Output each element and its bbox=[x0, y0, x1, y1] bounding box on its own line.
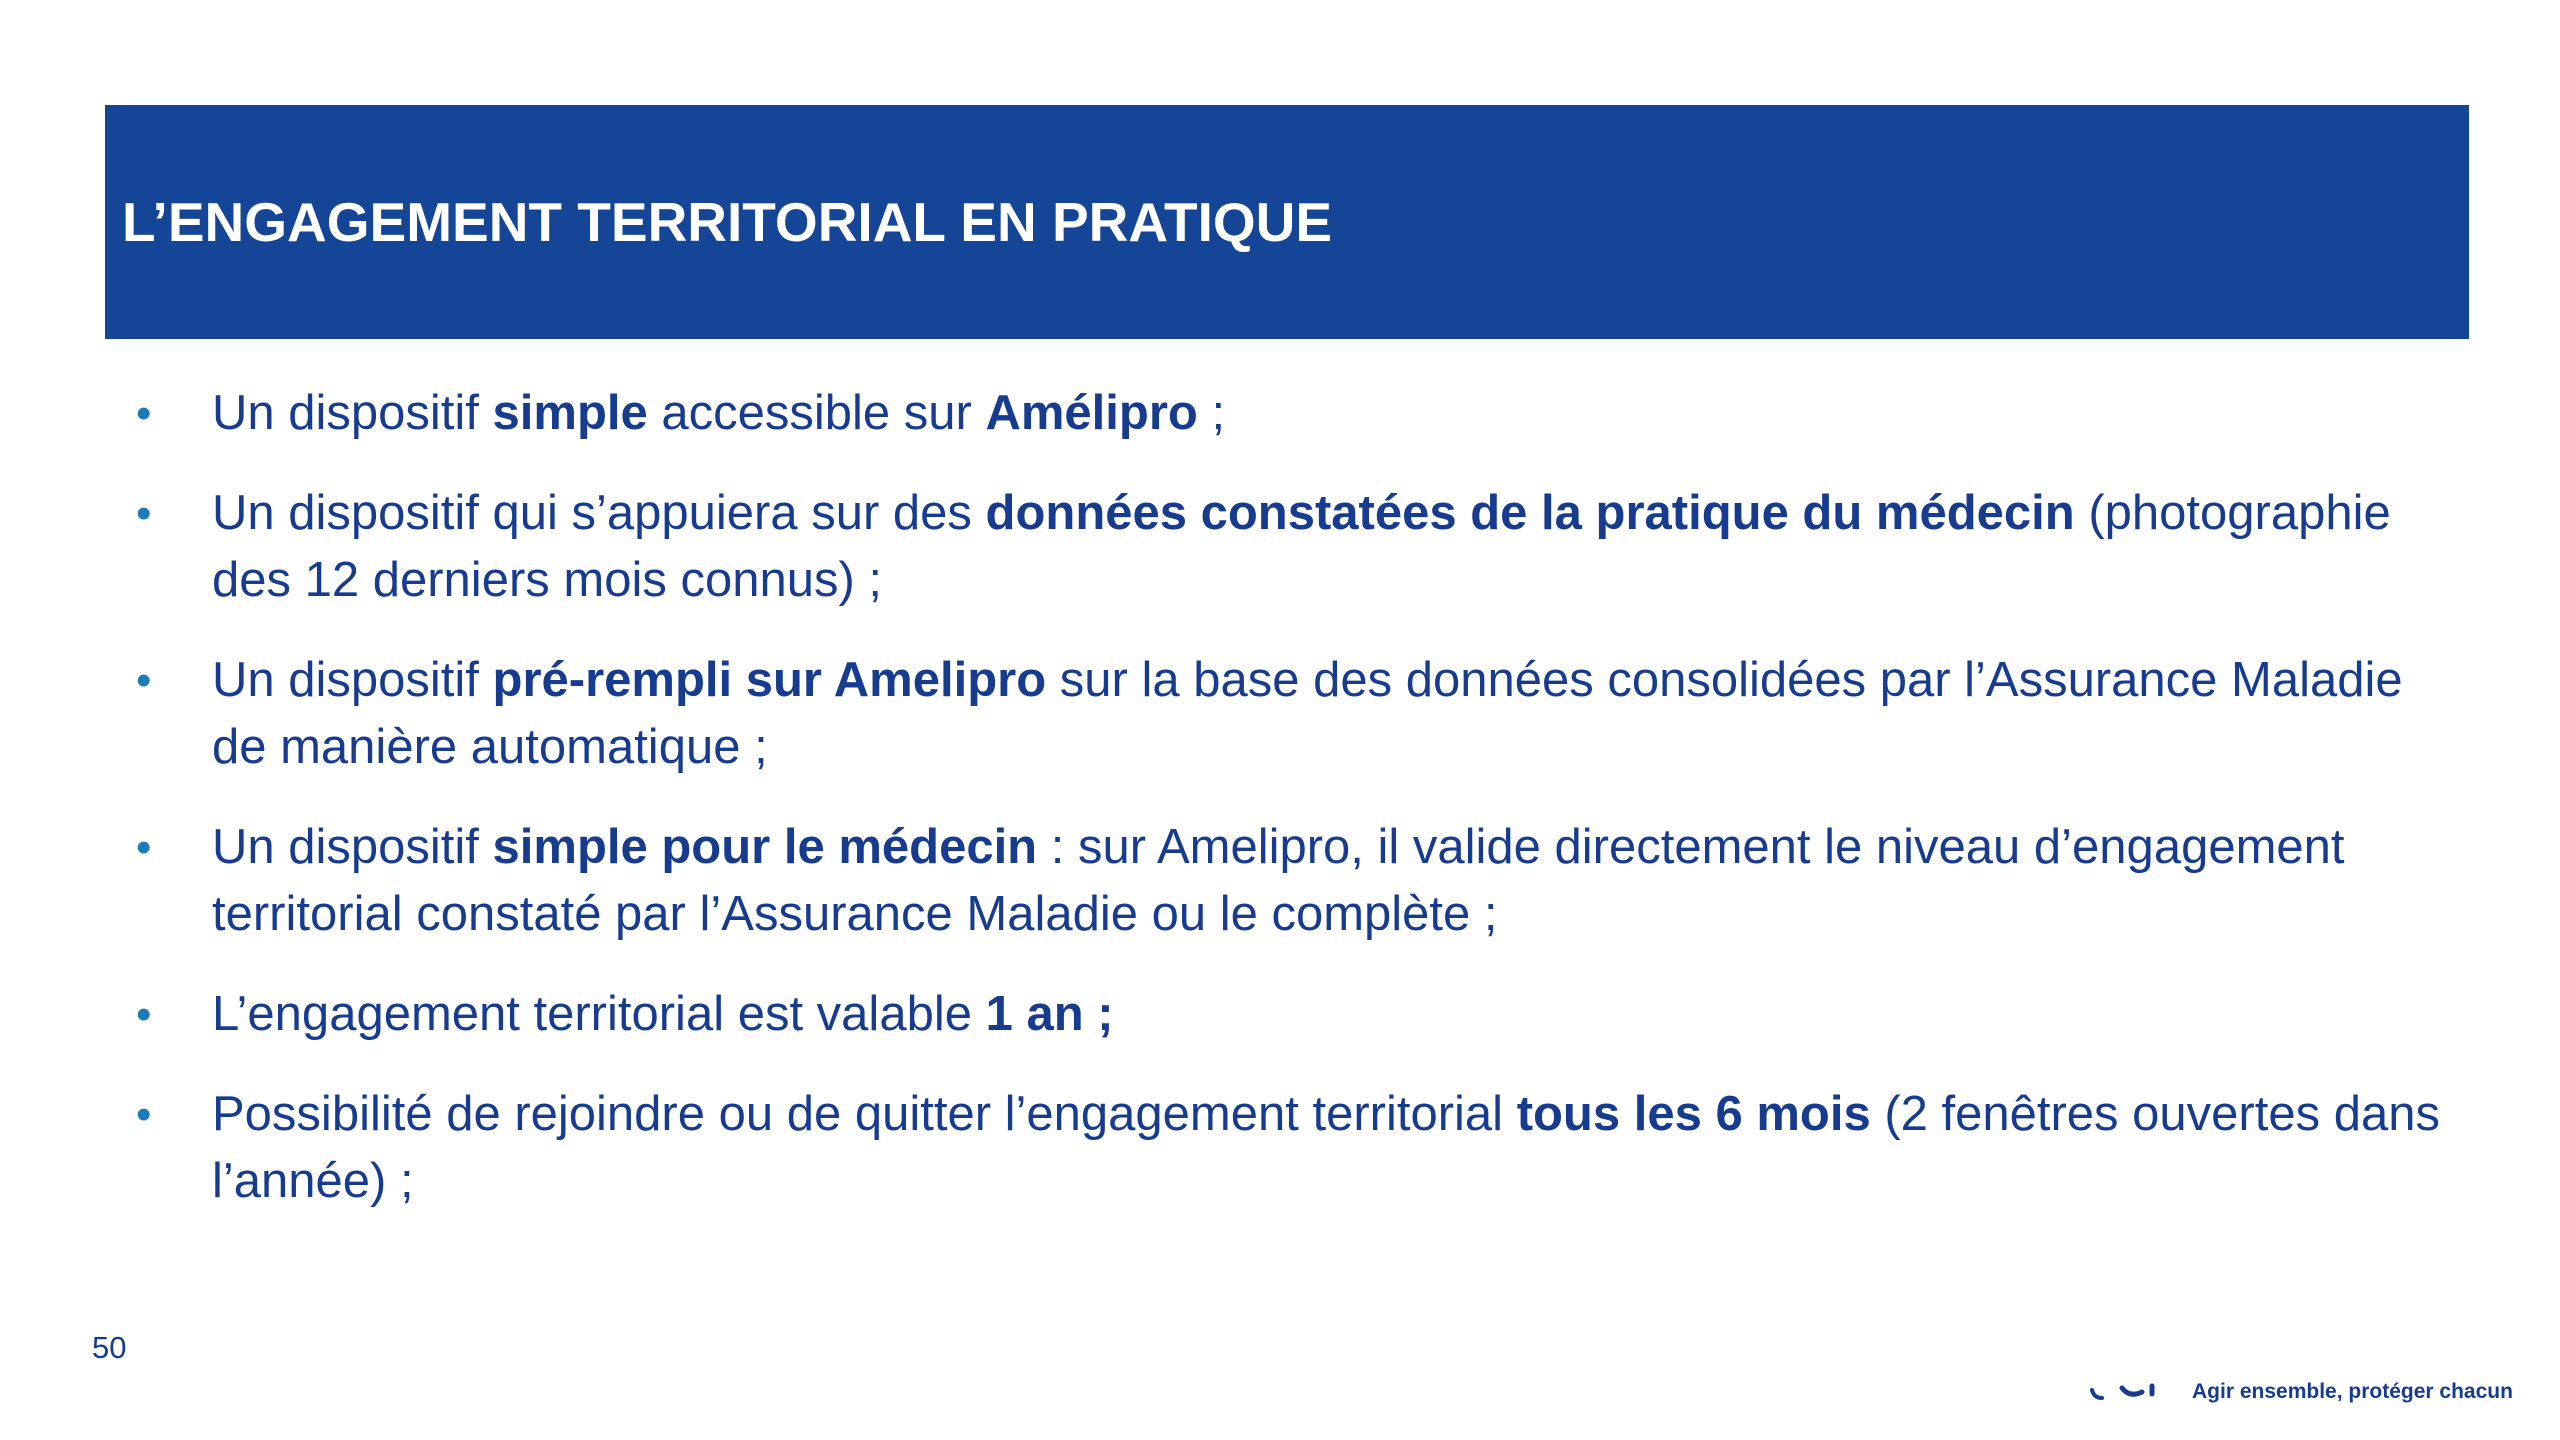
page-number: 50 bbox=[92, 1330, 127, 1365]
bullet-dot-icon: • bbox=[136, 1090, 152, 1139]
tagline: Agir ensemble, protéger chacun bbox=[2192, 1380, 2513, 1403]
bullet-list bbox=[136, 380, 2466, 1248]
bullet-text: Un dispositif simple accessible sur Amélipro ; bbox=[212, 386, 1226, 440]
footer-logo bbox=[2082, 1368, 2513, 1408]
bullet-item bbox=[136, 981, 2466, 1048]
title-bar bbox=[105, 105, 2469, 339]
assurance-maladie-logo-icon bbox=[2082, 1368, 2182, 1402]
slide-title: L’ENGAGEMENT TERRITORIAL EN PRATIQUE bbox=[122, 191, 1333, 253]
bullet-dot-icon: • bbox=[136, 656, 152, 705]
bullet-item bbox=[136, 814, 2466, 948]
bullet-text: Un dispositif simple pour le médecin : sur Amelipro, il valide directement le niveau d’engagement territorial constaté par l’Assurance Maladie ou le complète ; bbox=[212, 820, 2345, 941]
bullet-dot-icon: • bbox=[136, 990, 152, 1039]
bullet-item bbox=[136, 647, 2466, 781]
bullet-text: Possibilité de rejoindre ou de quitter l’engagement territorial tous les 6 mois (2 fenêtres ouvertes dans l’année) ; bbox=[212, 1087, 2440, 1208]
bullet-dot-icon: • bbox=[136, 489, 152, 538]
bullet-text: Un dispositif qui s’appuiera sur des données constatées de la pratique du médecin (photographie des 12 derniers mois connus) ; bbox=[212, 486, 2391, 607]
bullet-text: Un dispositif pré-rempli sur Amelipro sur la base des données consolidées par l’Assurance Maladie de manière automatique ; bbox=[212, 653, 2403, 774]
bullet-dot-icon: • bbox=[136, 823, 152, 872]
bullet-item bbox=[136, 1081, 2466, 1215]
bullet-dot-icon: • bbox=[136, 389, 152, 438]
bullet-item bbox=[136, 380, 2466, 447]
bullet-text: L’engagement territorial est valable 1 an ; bbox=[212, 987, 1114, 1041]
bullet-item bbox=[136, 480, 2466, 614]
